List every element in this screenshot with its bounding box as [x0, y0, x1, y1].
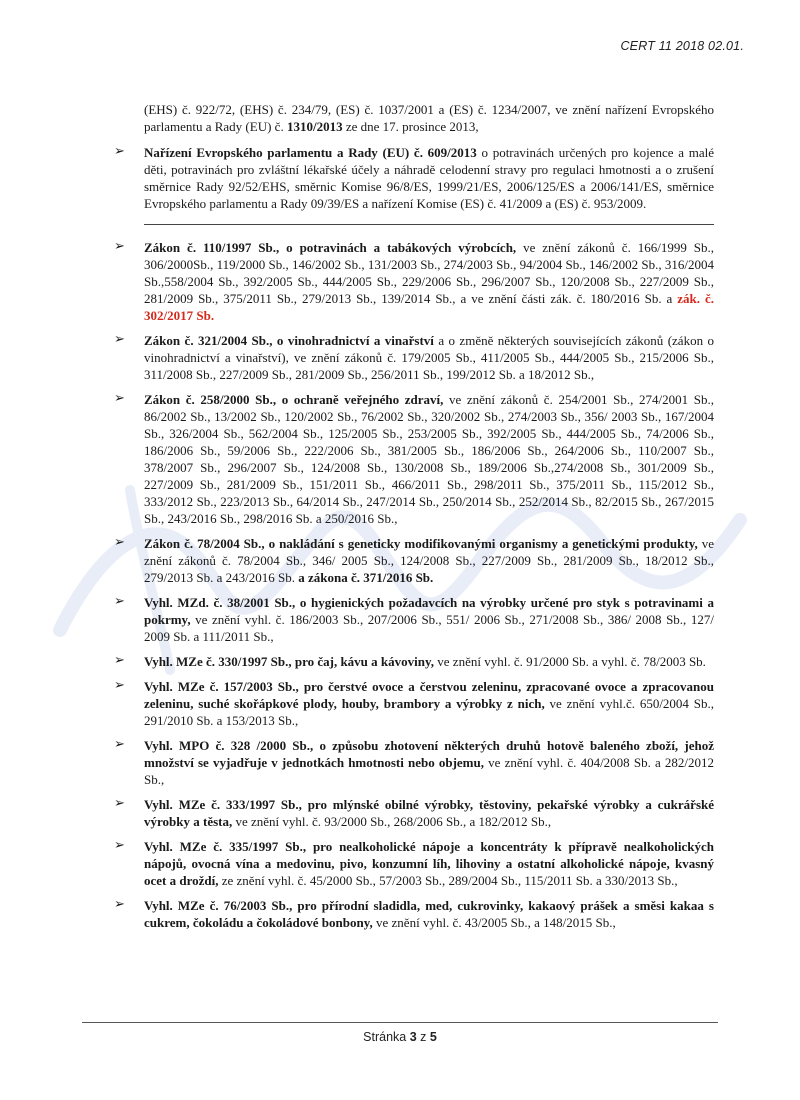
item-title: Vyhl. MZe č. 76/2003 Sb., pro přírodní sladidla, med, cukrovinky, kakaový prášek a směsi kakaa s cukrem, čokoládu a čokoládové bonbony,	[144, 898, 714, 930]
item-description: ve znění zákonů č. 166/1999 Sb., 306/2000Sb., 119/2000 Sb., 146/2002 Sb., 131/2003 Sb., 274/2003 Sb., 94/2004 Sb., 146/2002 Sb., 316/2004 Sb.,558/2004 Sb., 392/2005 Sb., 444/2005 Sb., 229/2006 Sb., 296/2007 Sb., 120/2008 Sb., 227/2009 Sb., 281/2009 Sb., 375/2011 Sb., 279/2013 Sb., 139/2014 Sb., a ve znění části zák. č. 180/2016 Sb. a	[144, 240, 714, 306]
item-title: Vyhl. MZe č. 330/1997 Sb., pro čaj, kávu a kávoviny,	[144, 654, 435, 669]
item-amendment: a zákona č. 371/2016 Sb.	[294, 570, 434, 585]
item-title: Vyhl. MZd. č. 38/2001 Sb., o hygienických požadavcích na výrobky určené pro styk s potravinami a pokrmy,	[144, 595, 714, 627]
arrow-bullet-icon: ➢	[114, 594, 125, 609]
item-title: Nařízení Evropského parlamentu a Rady (EU) č. 609/2013	[144, 145, 477, 160]
item-description: ve znění vyhl. č. 91/2000 Sb. a vyhl. č. 78/2003 Sb.	[434, 654, 706, 669]
item-description: ve znění vyhl. č. 43/2005 Sb., a 148/2015 Sb.,	[372, 915, 616, 930]
list-item-zakon-258	[114, 391, 714, 527]
arrow-bullet-icon: ➢	[114, 144, 125, 159]
total-pages: 5	[429, 1030, 437, 1044]
item-description: ve znění vyhl. č. 404/2008 Sb. a 282/2012 Sb.,	[144, 755, 715, 787]
highlighted-amendment: zák. č. 302/2017 Sb.	[144, 291, 714, 323]
item-title: Vyhl. MZe č. 157/2003 Sb., pro čerstvé ovoce a čerstvou zeleninu, zpracované ovoce a zpracovanou zeleninu, suché skořápkové plody, houby, brambory a výrobky z nich,	[144, 679, 714, 711]
list-item-vyhl-76	[114, 897, 714, 931]
item-title: Vyhl. MZe č. 333/1997 Sb., pro mlýnské obilné výrobky, těstoviny, pekařské výrobky a cukrářské výrobky a těsta,	[144, 797, 714, 829]
continuation-paragraph	[144, 101, 714, 135]
regulation-number: 1310/2013	[286, 119, 343, 134]
arrow-bullet-icon: ➢	[114, 332, 125, 347]
item-title: Zákon č. 78/2004 Sb., o nakládání s geneticky modifikovanými organismy a genetickými produkty,	[144, 536, 698, 551]
item-title: Zákon č. 321/2004 Sb., o vinohradnictví a vinařství	[144, 333, 434, 348]
item-description: ve znění vyhl. č. 93/2000 Sb., 268/2006 Sb., a 182/2012 Sb.,	[232, 814, 552, 829]
arrow-bullet-icon: ➢	[114, 838, 125, 853]
list-item-zakon-321	[114, 332, 714, 383]
list-item-vyhl-335	[114, 838, 714, 889]
arrow-bullet-icon: ➢	[114, 391, 125, 406]
arrow-bullet-icon: ➢	[114, 653, 125, 668]
list-item-vyhl-157	[114, 678, 714, 729]
arrow-bullet-icon: ➢	[114, 796, 125, 811]
list-item-zakon-110	[114, 239, 714, 324]
continuation-date: ze dne 17. prosince 2013,	[342, 119, 479, 134]
page-number	[0, 1030, 800, 1044]
section-divider	[144, 224, 714, 225]
arrow-bullet-icon: ➢	[114, 535, 125, 550]
item-title: Zákon č. 110/1997 Sb., o potravinách a tabákových výrobcích,	[144, 240, 517, 255]
item-description: ve znění zákonů č. 78/2004 Sb., 346/ 2005 Sb., 124/2008 Sb., 227/2009 Sb., 281/2009 Sb., 18/2012 Sb., 279/2013 Sb. a 243/2016 Sb.	[144, 536, 714, 585]
item-description: ze znění vyhl. č. 45/2000 Sb., 57/2003 Sb., 289/2004 Sb., 115/2011 Sb. a 330/2013 Sb.,	[218, 873, 678, 888]
list-item-vyhl-333	[114, 796, 714, 830]
item-description: ve znění zákonů č. 254/2001 Sb., 274/2001 Sb., 86/2002 Sb., 13/2002 Sb., 120/2002 Sb., 76/2002 Sb., 320/2002 Sb., 274/2003 Sb., 356/ 2003 Sb., 167/2004 Sb., 326/2004 Sb., 562/2004 Sb., 125/2005 Sb., 253/2005 Sb., 392/2005 Sb., 444/2005 Sb., 74/2006 Sb., 186/2006 Sb., 59/2006 Sb., 222/2006 Sb., 381/2005 Sb., 186/2006 Sb., 264/2006 Sb., 110/2007 Sb., 378/2007 Sb., 296/2007 Sb., 124/2008 Sb., 130/2008 Sb., 189/2006 Sb.,274/2008 Sb., 301/2009 Sb., 227/2009 Sb., 281/2009 Sb., 151/2011 Sb., 466/2011 Sb., 298/2011 Sb., 375/2011 Sb., 115/2012 Sb., 333/2012 Sb., 223/2013 Sb., 64/2014 Sb., 247/2014 Sb., 250/2014 Sb., 252/2014 Sb., 82/2015 Sb., 267/2015 Sb., 243/2016 Sb., 298/2016 Sb. a 250/2016 Sb.,	[144, 392, 714, 526]
arrow-bullet-icon: ➢	[114, 737, 125, 752]
list-item-eu-609	[114, 144, 714, 212]
list-item-vyhl-330	[114, 653, 714, 670]
arrow-bullet-icon: ➢	[114, 239, 125, 254]
arrow-bullet-icon: ➢	[114, 897, 125, 912]
item-description: a o změně některých souvisejících zákonů (zákon o vinohradnictví a vinařství), ve znění zákonů č. 179/2005 Sb., 411/2005 Sb., 444/2005 Sb., 215/2006 Sb., 311/2008 Sb., 227/2009 Sb., 281/2009 Sb., 256/2011 Sb., 199/2012 Sb. a 18/2012 Sb.,	[144, 333, 714, 382]
list-item-zakon-78	[114, 535, 714, 586]
current-page: 3	[409, 1030, 417, 1044]
document-code: CERT 11 2018 02.01.	[620, 39, 744, 53]
list-item-vyhl-328	[114, 737, 714, 788]
arrow-bullet-icon: ➢	[114, 678, 125, 693]
page-of-label: z	[416, 1030, 430, 1044]
footer-divider	[82, 1022, 718, 1023]
item-description: o potravinách určených pro kojence a malé děti, potravinách pro zvláštní lékařské účely a náhradě celodenní stravy pro regulaci hmotnosti a o zrušení směrnice Rady 92/52/EHS, směrnic Komise 96/8/ES, 1999/21/ES, 2006/125/ES a 2006/141/ES, směrnice Evropského parlamentu a Rady 09/39/ES a nařízení Komise (ES) č. 41/2009 a (ES) č. 953/2009.	[144, 145, 714, 211]
continuation-text: (EHS) č. 922/72, (EHS) č. 234/79, (ES) č. 1037/2001 a (ES) č. 1234/2007, ve znění nařízení Evropského parlamentu a Rady (EU) č.	[144, 102, 714, 134]
item-title: Vyhl. MPO č. 328 /2000 Sb., o způsobu zhotovení některých druhů hotově baleného zboží, jehož množství se vyjadřuje v jednotkách hmotnosti nebo objemu,	[144, 738, 714, 770]
document-body	[114, 101, 714, 939]
item-description: ve znění vyhl. č. 186/2003 Sb., 207/2006 Sb., 551/ 2006 Sb., 271/2008 Sb., 386/ 2008 Sb., 127/ 2009 Sb. a 111/2011 Sb.,	[144, 612, 714, 644]
page-label: Stránka	[363, 1030, 410, 1044]
item-title: Vyhl. MZe č. 335/1997 Sb., pro nealkoholické nápoje a koncentráty k přípravě nealkoholických nápojů, ovocná vína a medovinu, pivo, konzumní líh, lihoviny a ostatní alkoholické nápoje, kvasný ocet a droždí,	[144, 839, 714, 888]
item-title: Zákon č. 258/2000 Sb., o ochraně veřejného zdraví,	[144, 392, 444, 407]
item-description: ve znění vyhl.č. 650/2004 Sb., 291/2010 Sb. a 153/2013 Sb.,	[144, 696, 714, 728]
list-item-vyhl-38	[114, 594, 714, 645]
